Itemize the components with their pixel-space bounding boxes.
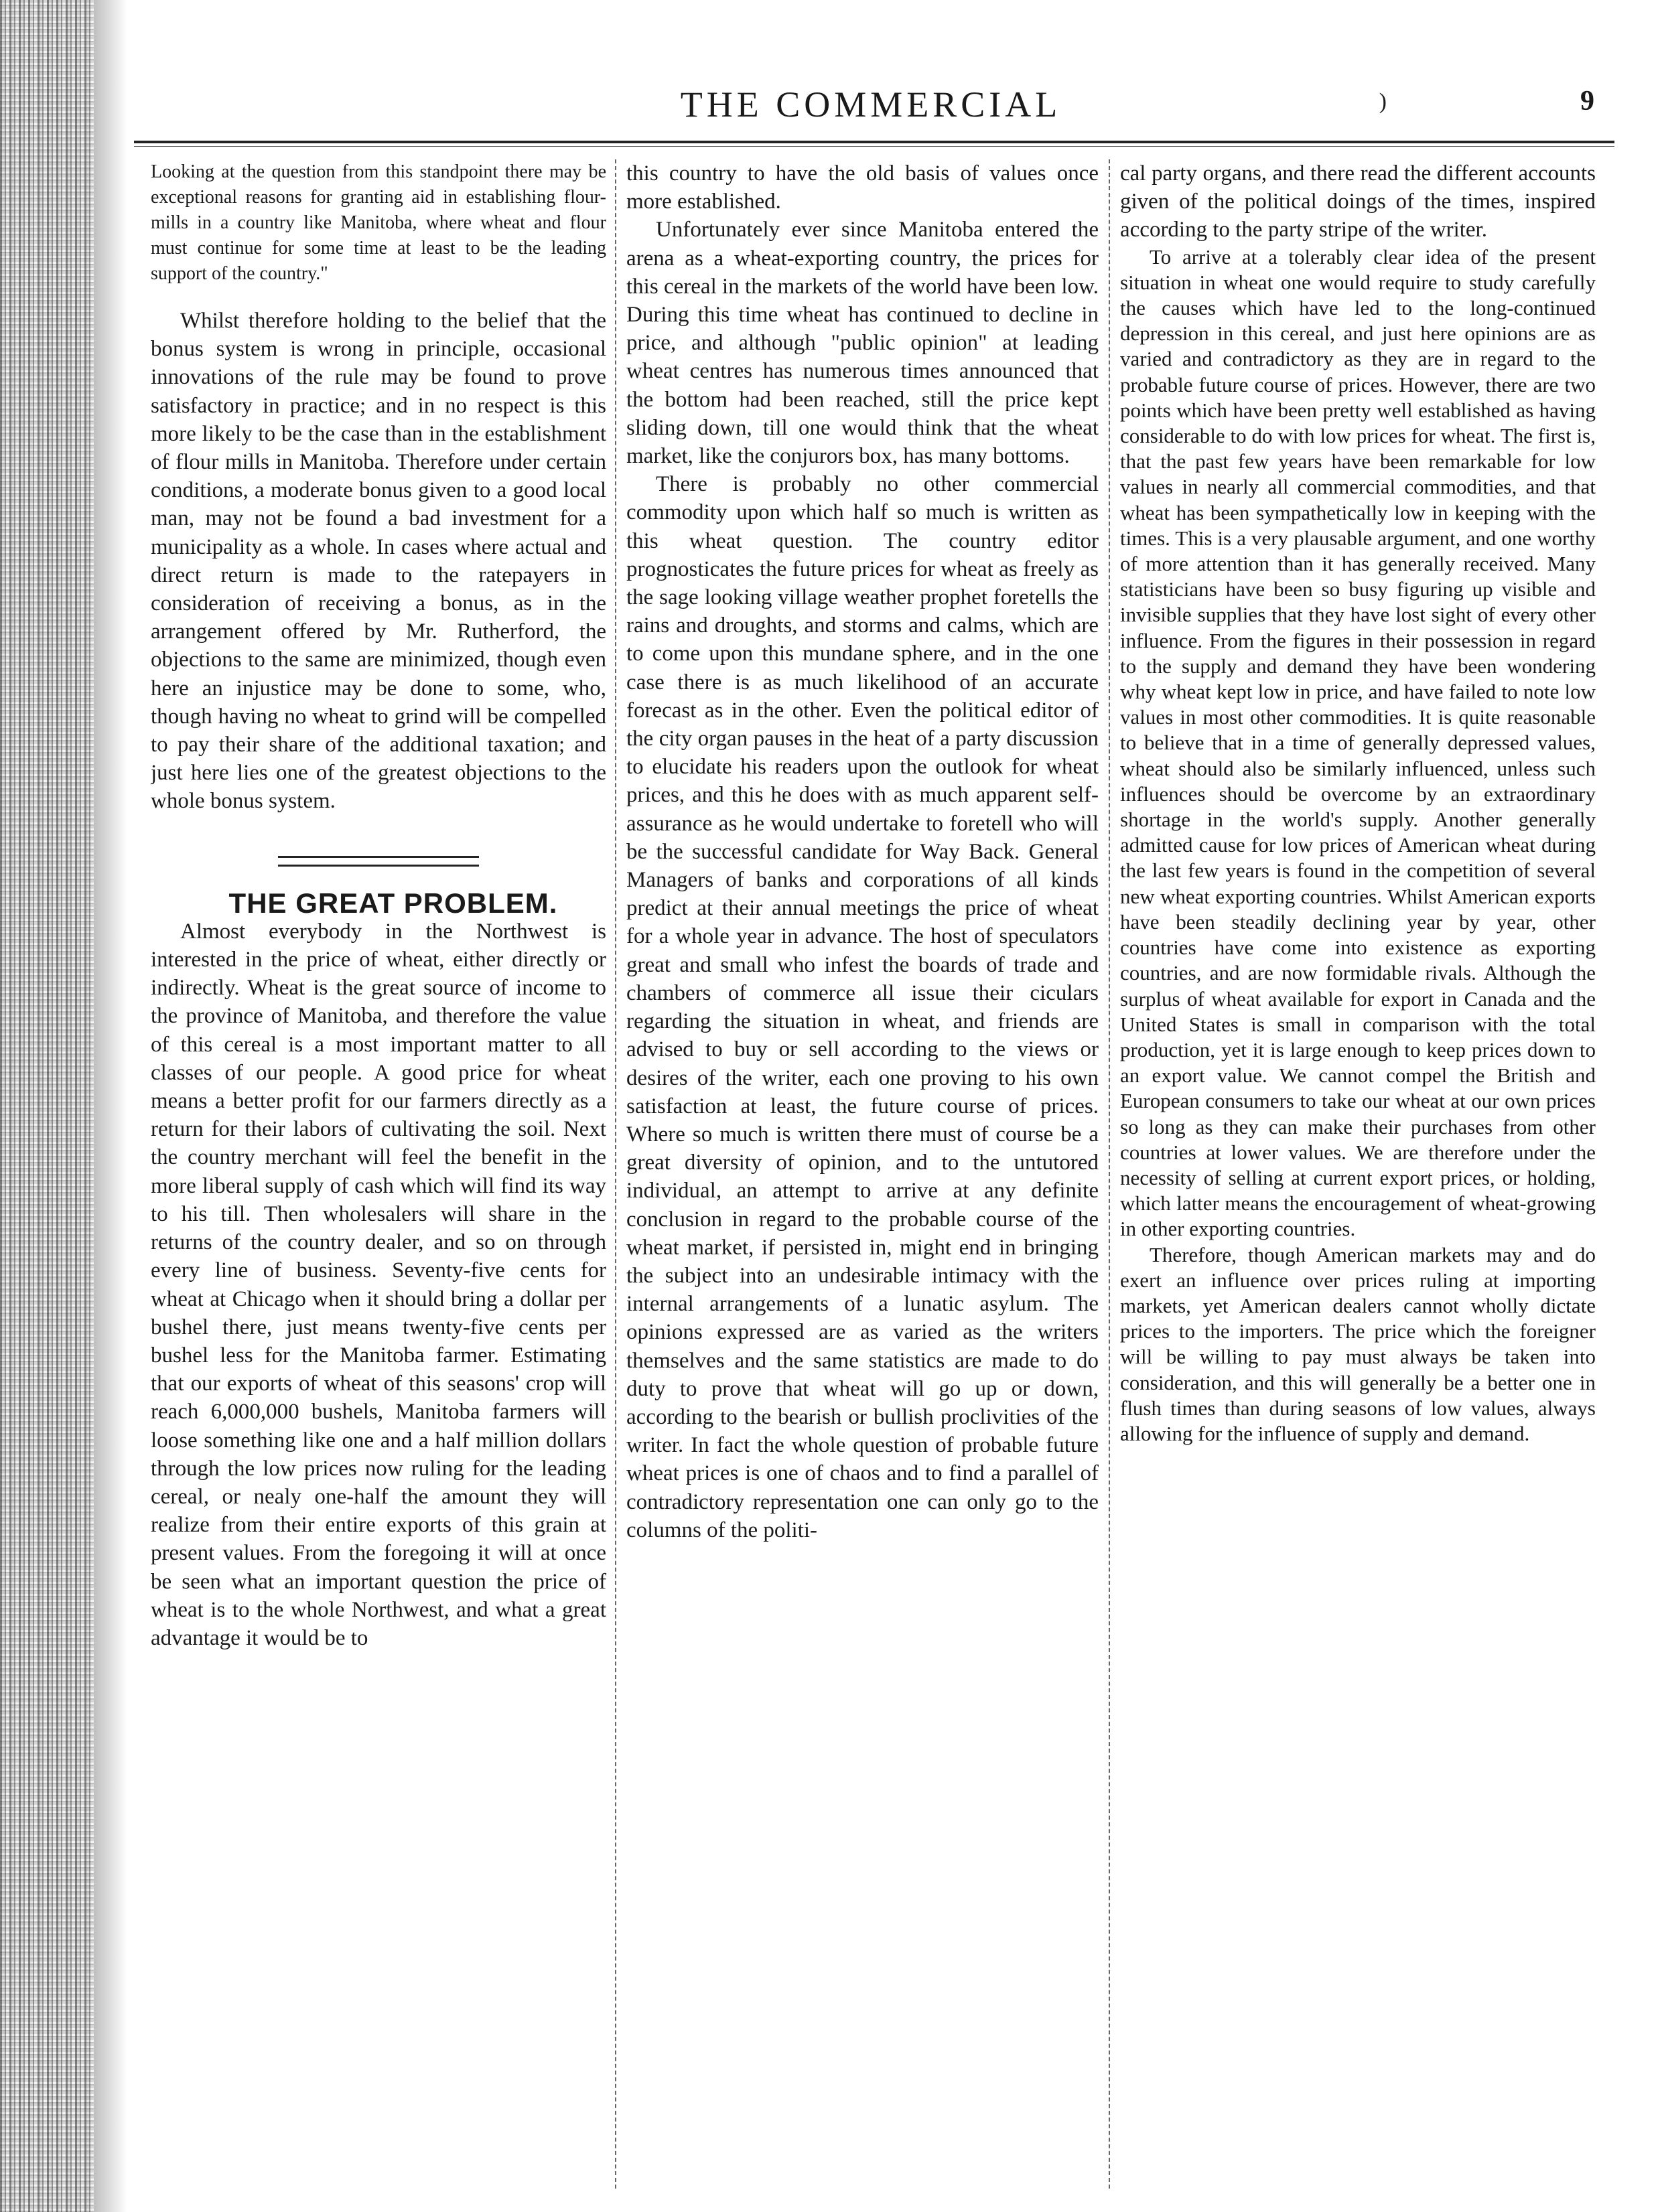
paragraph: this country to have the old basis of values once more established. [626, 161, 1099, 214]
quoted-passage [151, 159, 606, 287]
quote-text: Looking at the question from this standpoint there may be exceptional reasons for granting aid in establishing flour-mills in a country like Manitoba, where wheat and flour must continue for some time at least to be the leading support of the country." [151, 161, 606, 284]
paragraph: Therefore, though American markets may and do exert an influence over prices ruling at importing markets, yet American dealers cannot wholly dictate prices to the importers. The price which the foreigner will be willing to pay must always be taken into consideration, and this will generally be a better one in flush times than during seasons of low values, always allowing for the influence of supply and demand. [1120, 1242, 1596, 1445]
scan-margin-shadow [94, 0, 127, 2212]
paragraph: Whilst therefore holding to the belief that the bonus system is wrong in principle, occasional innovations of the rule may be found to prove satisfactory in practice; and in no respect is this more likely to be the case than in the establishment of flour mills in Manitoba. Therefore under certain conditions, a moderate bonus given to a good local man, may not be found a bad investment for a municipality as a whole. In cases where actual and direct return is made to the ratepayers in consideration of receiving a bonus, as in the arrangement offered by Mr. Rutherford, the objections to the same are minimized, though even here an injustice may be done to some, who, though having no wheat to grind will be compelled to pay their share of the additional taxation; and just here lies one of the greatest objections to the whole bonus system. [151, 309, 606, 814]
paragraph: To arrive at a tolerably clear idea of the present situation in wheat one would require to study carefully the causes which have led to the long-continued depression in this cereal, and just here opinions are as varied and contradictory as they are in regard to the probable future course of prices. However, there are two points which have been pretty well established as having considerable to do with low prices for wheat. The first is, that the past few years have been remarkable for low values in nearly all commercial commodities, and that wheat has been sympathetically low in keeping with the times. This is a very plausable argument, and one worthy of more attention than it has generally received. Many statisticians have been so busy figuring up visible and invisible supplies that they have lost sight of every other influence. From the figures in their possession in regard to the supply and demand they have been wondering why wheat kept low in price, and have failed to note low values in most other commodities. It is quite reasonable to believe that in a time of generally depressed values, wheat should also be similarly influenced, unless such influences should be overcome by an extraordinary shortage in the world's supply. Another generally admitted cause for low prices of American wheat during the last few years is found in the competition of several new wheat exporting countries. Whilst American exports have been steadily declining year by year, other countries have come into existence as exporting countries, and are now formidable rivals. Although the surplus of wheat available for export in Canada and the United States is small in comparison with the total production, yet it is large enough to keep prices down to an export value. We cannot compel the British and European consumers to take our wheat at our own prices so long as they can make their purchases from other countries at lower values. We are therefore under the necessity of selling at current export prices, or holding, which latter means the encouragement of wheat-growing in other exporting countries. [1120, 244, 1596, 1241]
paragraph: cal party organs, and there read the different accounts given of the political doings of the times, inspired according to the party stripe of the writer. [1120, 161, 1596, 242]
masthead-mark: ) [1379, 89, 1387, 114]
paragraph: There is probably no other commercial commodity upon which half so much is written as this wheat question. The country editor prognosticates the future prices for wheat as freely as the sage looking village weather prophet foretells the rains and droughts, and storms and calms, which are to come upon this mundane sphere, and in the one case there is as much likelihood of an accurate forecast as in the other. Even the political editor of the city organ pauses in the heat of a party discussion to elucidate his readers upon the outlook for wheat prices, and this he does with as much apparent self-assurance as he would undertake to foretell who will be the successful candidate for Way Back. General Managers of banks and corporations of all kinds predict at their annual meetings the price of wheat for a whole year in advance. The host of speculators great and small who infest the boards of trade and chambers of commerce all issue their ciculars regarding the situation in wheat, and friends are advised to buy or sell according to the views or desires of the writer, each one proving to his own satisfaction at least, the future course of prices. Where so much is written there must of course be a great diversity of opinion, and to the untutored individual, an attempt to arrive at any definite conclusion in regard to the probable course of the wheat market, if persisted in, might end in bringing the subject into an undesirable intimacy with the internal arrangements of a lunatic asylum. The opinions expressed are as varied as the writers themselves and the same statistics are made to do duty to prove that wheat will go up or down, according to the bearish or bullish proclivities of the writer. In fact the whole question of probable future wheat prices is one of chaos and to find a parallel of contradictory representation one can only go to the columns of the politi- [626, 472, 1099, 1542]
article-headline: THE GREAT PROBLEM. [228, 887, 558, 919]
column-rule [1109, 159, 1110, 2189]
column-rule [615, 159, 616, 2189]
masthead [134, 70, 1608, 124]
page-number: 9 [1580, 86, 1594, 117]
column-1 [151, 159, 606, 2189]
scan-margin-noise [0, 0, 94, 2212]
paragraph: Almost everybody in the Northwest is interested in the price of wheat, either directly or indirectly. Wheat is the great source of income to the province of Manitoba, and therefore the value of this cereal is a most important matter to all classes of our people. A good price for wheat means a better profit for our farmers directly as a return for their labors of cultivating the soil. Next the country merchant will feel the benefit in the more liberal supply of cash which will find its way to his till. Then wholesalers will share in the returns of the country dealer, and so on through every line of business. Seventy-five cents for wheat at Chicago when it should bring a dollar per bushel there, just means twenty-five cents per bushel less for the Manitoba farmer. Estimating that our exports of wheat of this seasons' crop will reach 6,000,000 bushels, Manitoba farmers will loose something like one and a half million dollars through the low prices now ruling for the leading cereal, or nealy one-half the amount they will realize from their entire exports of this grain at present values. From the foregoing it will at once be seen what an important question the price of wheat is to the whole Northwest, and what a great advantage it would be to [151, 919, 606, 1650]
masthead-rule [134, 141, 1614, 147]
column-2 [626, 159, 1099, 2189]
section-divider [278, 856, 479, 867]
column-3 [1120, 159, 1596, 2189]
masthead-title: THE COMMERCIAL [680, 84, 1062, 125]
paragraph: Unfortunately ever since Manitoba entered the arena as a wheat-exporting country, the prices for this cereal in the markets of the world have been low. During this time wheat has continued to decline in price, and although "public opinion" at leading wheat centres has numerous times announced that the bottom had been reached, still the price kept sliding down, till one would think that the wheat market, like the conjurors box, has many bottoms. [626, 218, 1099, 469]
